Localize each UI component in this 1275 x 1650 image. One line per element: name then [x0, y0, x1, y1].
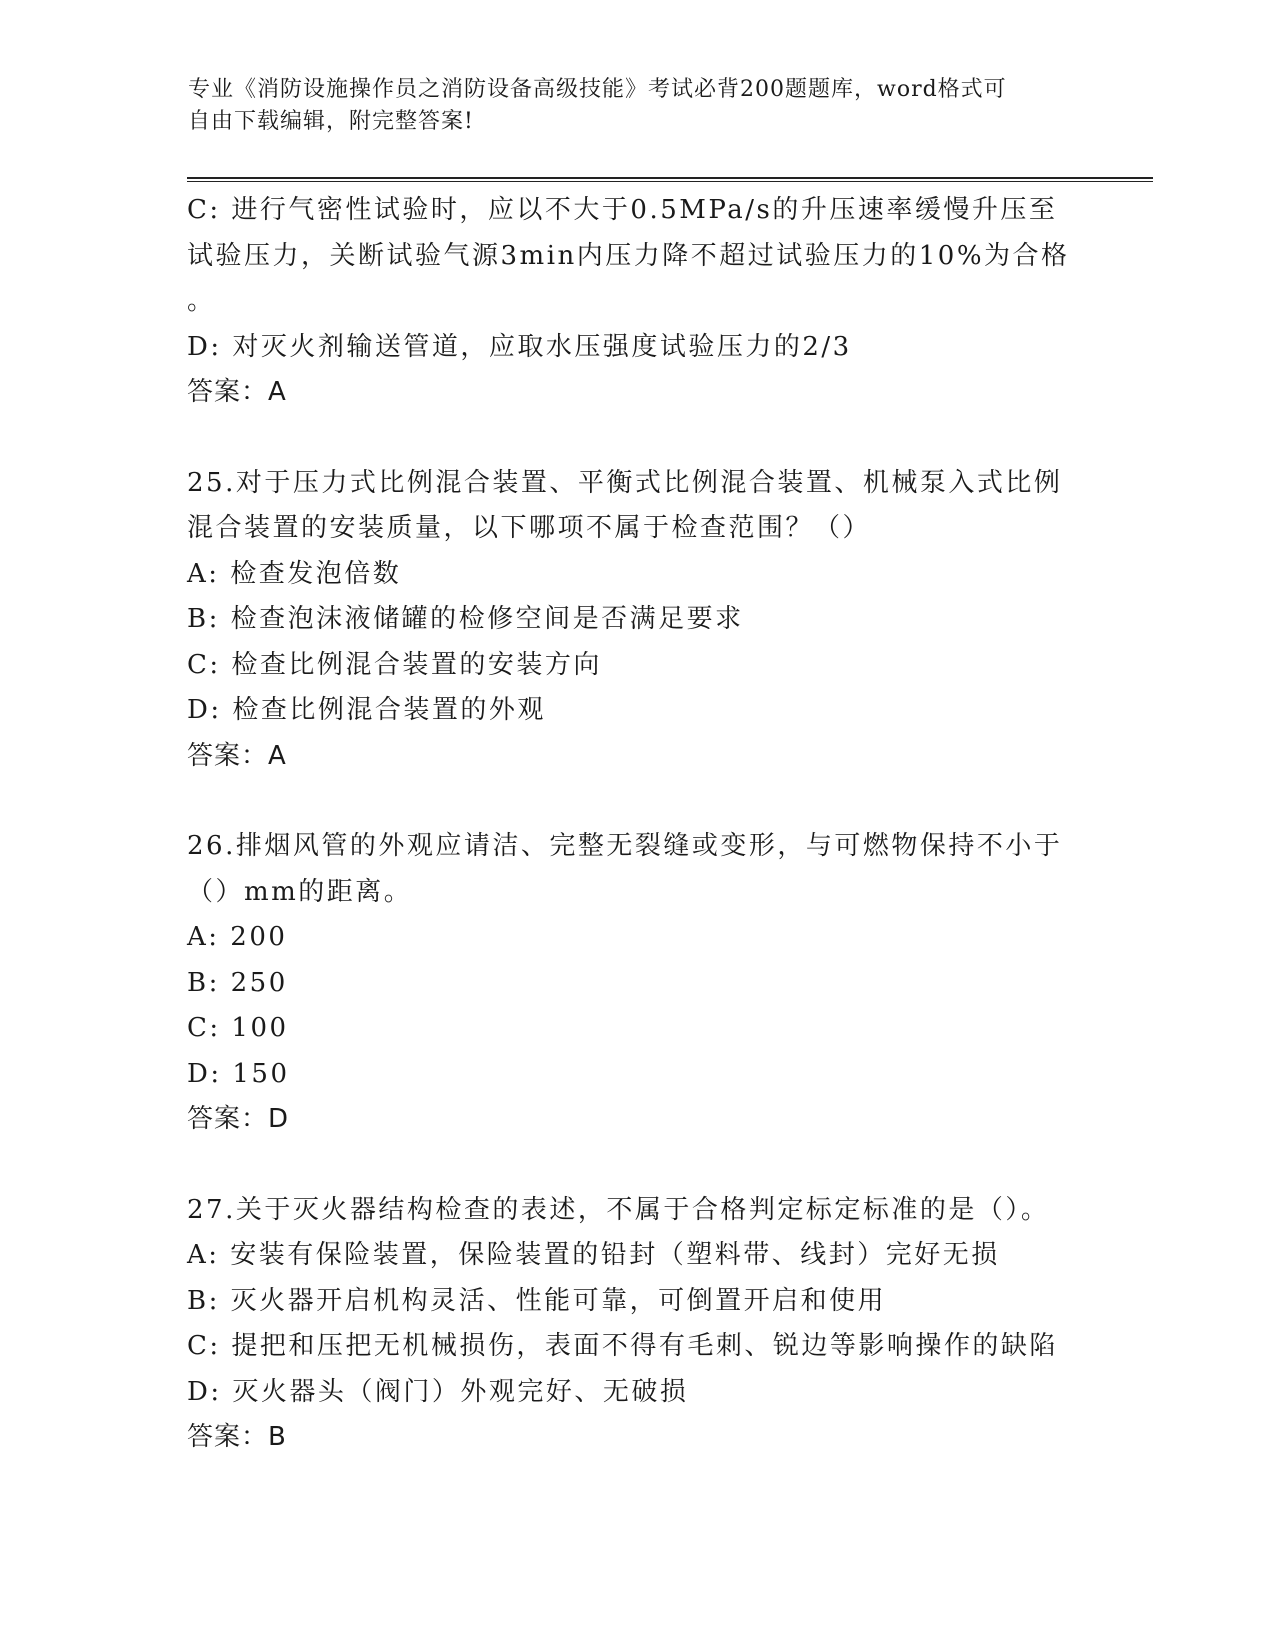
header-divider-thick — [187, 177, 1153, 179]
question-stem-line-1: 26.排烟风管的外观应请洁、完整无裂缝或变形，与可燃物保持不小于 — [187, 831, 1063, 861]
question-26 — [187, 824, 1087, 1143]
answer: 答案：D — [187, 1104, 290, 1134]
answer: 答案：A — [187, 377, 287, 407]
option-c: C: 100 — [187, 1013, 289, 1043]
option-a: A: 安装有保险装置，保险装置的铅封（塑料带、线封）完好无损 — [187, 1240, 1000, 1270]
option-c-line-1: C: 进行气密性试验时，应以不大于0.5MPa/s的升压速率缓慢升压至 — [187, 195, 1058, 225]
option-b: B: 灭火器开启机构灵活、性能可靠，可倒置开启和使用 — [187, 1285, 887, 1316]
option-d: D: 检查比例混合装置的外观 — [187, 695, 546, 725]
header-line-2: 自由下载编辑，附完整答案! — [188, 109, 474, 134]
header-line-1: 专业《消防设施操作员之消防设备高级技能》考试必背200题题库，word格式可 — [188, 77, 1007, 102]
header-divider-thin — [187, 181, 1153, 182]
question-27 — [187, 1188, 1087, 1461]
option-d: D: 对灭火剂输送管道，应取水压强度试验压力的2/3 — [187, 331, 852, 362]
question-list — [187, 188, 1087, 1461]
option-c-line-3: 。 — [187, 286, 216, 316]
option-d: D: 150 — [187, 1058, 290, 1089]
option-c: C: 检查比例混合装置的安装方向 — [187, 649, 602, 680]
question-stem-line-2: 混合装置的安装质量，以下哪项不属于检查范围？（） — [187, 513, 872, 543]
option-b: B: 250 — [187, 967, 288, 998]
option-a: A: 检查发泡倍数 — [187, 558, 402, 589]
question-stem-line-1: 27.关于灭火器结构检查的表述，不属于合格判定标定标准的是（）。 — [187, 1194, 1050, 1225]
option-c-line-2: 试验压力，关断试验气源3min内压力降不超过试验压力的10%为合格 — [187, 240, 1070, 271]
question-25 — [187, 461, 1087, 780]
option-c: C: 提把和压把无机械损伤，表面不得有毛刺、锐边等影响操作的缺陷 — [187, 1331, 1058, 1361]
document-header — [188, 74, 1068, 138]
answer: 答案：A — [187, 740, 287, 771]
question-stem-line-2: （）mm的距离。 — [187, 876, 413, 907]
previous-question-tail — [187, 188, 1087, 416]
option-a: A: 200 — [187, 922, 288, 952]
answer: 答案：B — [187, 1422, 287, 1452]
option-d: D: 灭火器头（阀门）外观完好、无破损 — [187, 1376, 689, 1407]
option-b: B: 检查泡沫液储罐的检修空间是否满足要求 — [187, 604, 744, 634]
question-stem-line-1: 25.对于压力式比例混合装置、平衡式比例混合装置、机械泵入式比例 — [187, 467, 1063, 498]
